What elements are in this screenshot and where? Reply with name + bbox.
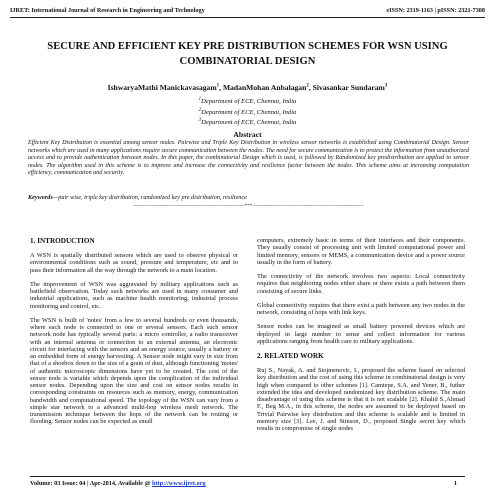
paragraph: computers, extremely basic in terms of their interfaces and their components. They usually consist of processing unit with limited computational power and limited memory, sensors or MEMS, a communication device and a power source usually in the form of battery. bbox=[257, 237, 465, 266]
author-3: Sivasankar Sundaram bbox=[312, 83, 385, 92]
affiliation-2: $^2$Department of ECE, Chennai, India bbox=[198, 107, 297, 116]
author-2: MadanMohan Anbalagan bbox=[222, 83, 307, 92]
footer-volume: Volume: 03 Issue: 04 | Apr-2014, Available @ http://www.ijret.org bbox=[30, 480, 206, 487]
journal-link[interactable]: http://www.ijret.org bbox=[151, 480, 206, 487]
keywords bbox=[28, 194, 469, 201]
paper-title: SECURE AND EFFICIENT KEY PRE DISTRIBUTION SCHEMES FOR WSN USING COMBINATORIAL DESIGN bbox=[47, 41, 448, 67]
paragraph: Ruj S., Nayak, A. and Stojmenovic, I., proposed the scheme based on selected key distribution and the cost of using this scheme in combinatorial design is very high when compared to other schemes [1]. Camtepe, S.A. and Yener, B., futher extended the idea and developed randomized key distribution scheme. The main disadvantage of using this scheme is that it is not scalable [2]. Khalid S.,Ahmad F., Beg M.A., in this scheme, the nodes are assumed to be deployed based on Trivial Pairwise key distribution and this scheme is scalable and is limited in memory size [3]. Lee, J. and Stinson, D., proposed Single secret key which results in compromise of single nodes bbox=[257, 367, 465, 432]
keywords-text: —pair wise, triple key distribution, randomized key pre distribution, resilience bbox=[52, 194, 247, 201]
author-1: IshwaryaMathi Manickavasagam bbox=[107, 83, 217, 92]
section-divider: -------------------------------------------------------------------***------------------------------------------------------------------- bbox=[133, 204, 364, 209]
page-footer bbox=[30, 480, 457, 487]
journal-name: IJRET: International Journal of Research in Engineering and Technology bbox=[10, 7, 205, 14]
paragraph: Global connectivity requires that there exist a path between any two nodes in the network, consisting of hops with link keys. bbox=[257, 301, 465, 316]
keywords-label: Keywords bbox=[28, 194, 53, 201]
section-heading-introduction: 1. INTRODUCTION bbox=[30, 237, 95, 245]
paragraph: Sensor nodes can be imagined as small battery powered devices which are deployed in large number to sense and collect information for various applications ranging from health care to military applications. bbox=[257, 323, 465, 345]
affiliation-3: $^3$Department of ECE, Chennai, India bbox=[198, 118, 297, 127]
right-column bbox=[257, 237, 465, 439]
affiliation-1: $^1$Department of ECE, Chennai, India bbox=[198, 97, 297, 106]
paragraph: A WSN is spatially distributed sensors which are used to observe physical or environmental conditions such as sound, pressure and temperature, etc and to pass their information all the way through the network to a main location. bbox=[30, 252, 238, 274]
section-heading-related-work: 2. RELATED WORK bbox=[257, 352, 324, 360]
footer-rule bbox=[30, 476, 465, 477]
header-rule bbox=[10, 17, 485, 18]
paragraph: The connectivity of the network involves two aspects: Local connectivity requires that neighboring nodes either share or there exists a path between them consisting of secure links. bbox=[257, 273, 465, 295]
paragraph: The improvement of WSN was aggravated by military applications such as battlefield observation. Today such networks are used in many consumer and industrial applications, such as machine health monitoring, industrial process monitoring and control, etc. bbox=[30, 280, 238, 310]
issn-text: eISSN: 2319-1163 | pISSN: 2321-7308 bbox=[386, 7, 485, 14]
paragraph: The WSN is built of 'notes' from a few to several hundreds or even thousands, where each node is connected to one or several sensors. Each such sensor network node has typically several parts: a micro controller, a radio transceiver with an internal antenna or connection to an external antenna, an electronic circuit for interfacing with the sensors and an energy source, usually a battery or an embedded form of energy harvesting. A Sensor node might vary in size from that of a shoebox down to the size of a grain of dust, although functioning 'motes' of authentic microscopic dimensions have yet to be created. The cost of the sensor node is variable which depends upon the complication of the individual sensor nodes. Depending upon the size and cost on sensor nodes results in corresponding constraints on resources such as memory, energy, communication bandwidth and computational speed. The topology of the WSN can vary from a simple star network to a advanced multi-hop wireless mesh network. The transmission technique between the hops of the network can be routing or flooding. Sensor nodes can be expected as small bbox=[30, 316, 238, 426]
left-column bbox=[30, 237, 238, 433]
author-list: IshwaryaMathi Manickavasagam$^1$, MadanMohan Anbalagan$^2$, Sivasankar Sundaram$^3$ bbox=[107, 83, 388, 92]
journal-header bbox=[10, 7, 485, 14]
affiliations bbox=[10, 96, 485, 128]
abstract-heading: Abstract bbox=[233, 130, 262, 139]
abstract-text: Efficient Key Distribution is essential among sensor nodes. Pairwise and Triple Key Distribution in wireless sensor networks is established using Combinatorial Design. Sensor networks which are used in many applications require secure communication between the nodes. The need for secure communication is to protect the information from unauthorized access and to provide authentication between nodes. In this paper, the combinatorial Design which is used, is followed by Randomized key predistribution are applied to sensor nodes. The algorithm used in this scheme is to improve and increase the connectivity and resilience factor between the nodes. This scheme aims at increasing computation efficiency, communication and security. bbox=[28, 140, 469, 177]
page-number: 1 bbox=[453, 480, 457, 487]
